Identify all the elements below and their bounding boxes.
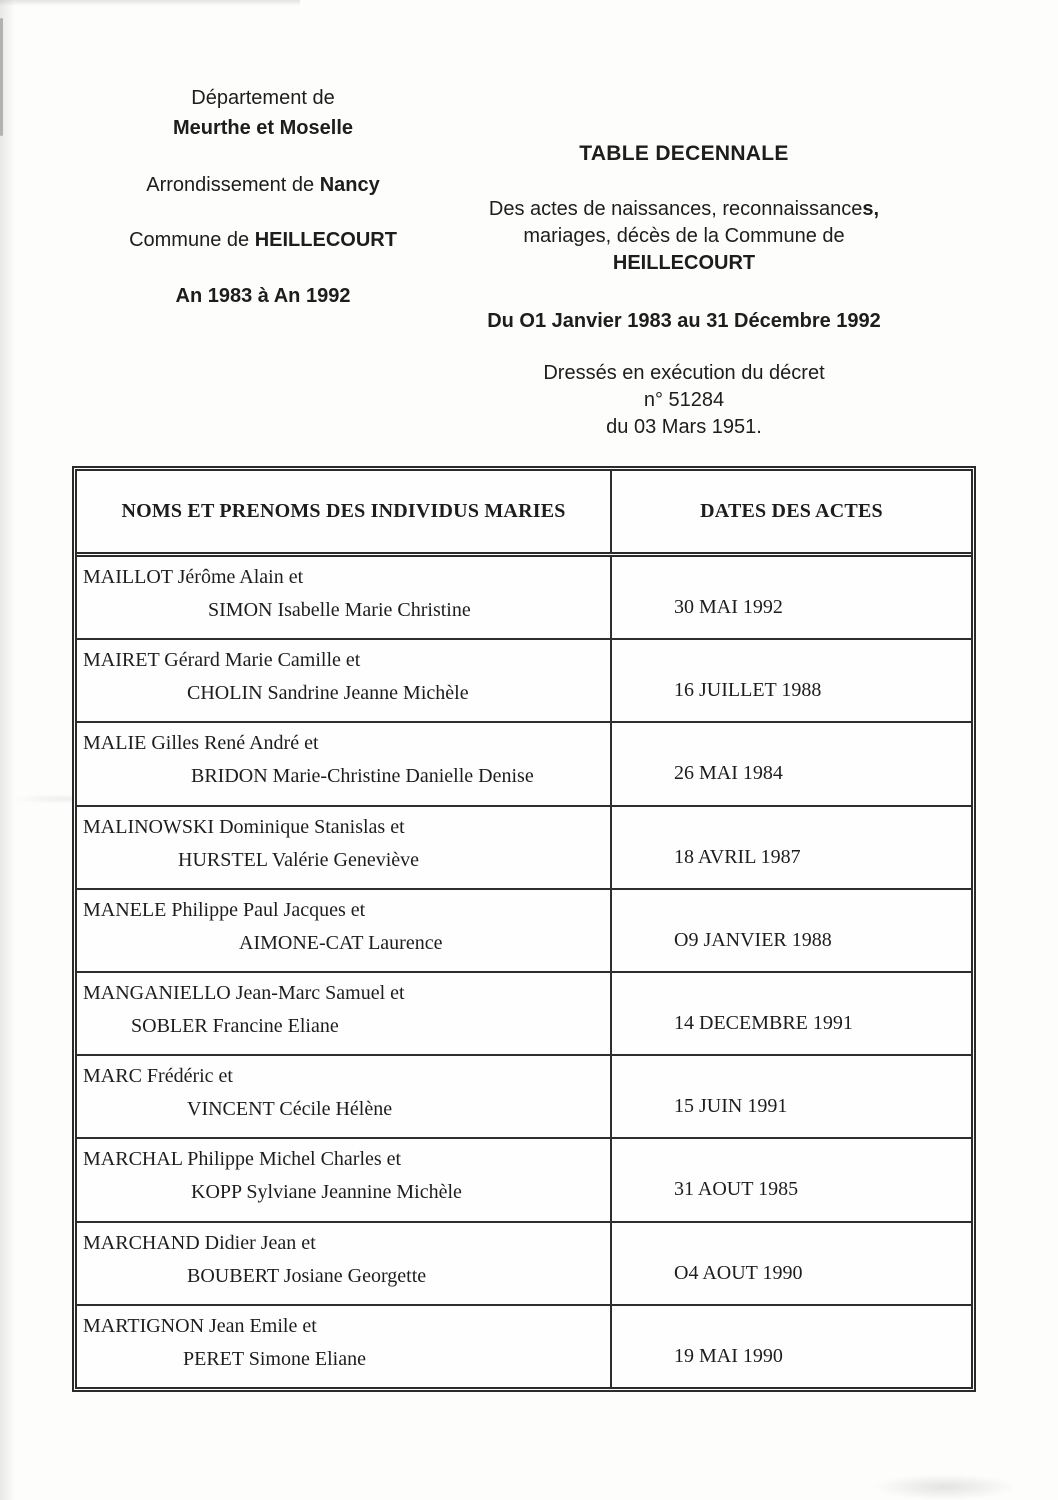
table-row	[77, 805, 971, 888]
wife-name: SOBLER Francine Eliane	[131, 1015, 339, 1038]
wife-name: VINCENT Cécile Hélène	[187, 1098, 393, 1121]
column-header-names: NOMS ET PRENOMS DES INDIVIDUS MARIES	[121, 500, 566, 522]
wife-name: BRIDON Marie-Christine Danielle Denise	[191, 765, 534, 788]
table-row	[77, 888, 971, 971]
decree-number: n° 51284	[643, 389, 725, 411]
column-header-dates: DATES DES ACTES	[610, 471, 971, 552]
act-date: 15 JUIN 1991	[674, 1095, 788, 1118]
header-right-block	[448, 140, 920, 441]
names-cell	[77, 557, 610, 638]
subtitle-line-2: mariages, décès de la Commune de	[523, 225, 845, 247]
commune-label: Commune de	[129, 229, 255, 251]
date-cell	[610, 640, 971, 721]
act-date: 19 MAI 1990	[674, 1344, 783, 1367]
date-cell	[610, 973, 971, 1054]
date-cell	[610, 1056, 971, 1137]
table-row	[77, 971, 971, 1054]
wife-name: PERET Simone Eliane	[183, 1347, 366, 1370]
subtitle-acts-bold-tail: s,	[862, 198, 880, 220]
table-row	[77, 1221, 971, 1304]
subtitle-commune-name: HEILLECOURT	[612, 252, 756, 274]
arrondissement-name: Nancy	[319, 174, 380, 196]
table-body	[77, 557, 971, 1387]
date-cell	[610, 890, 971, 971]
date-cell	[610, 723, 971, 804]
table-row	[77, 721, 971, 804]
scan-edge-top-artifact	[0, 0, 300, 6]
date-cell	[610, 807, 971, 888]
commune-line	[92, 227, 434, 253]
arrondissement-label: Arrondissement de	[146, 174, 320, 196]
names-cell	[77, 1139, 610, 1220]
date-range: Du O1 Janvier 1983 au 31 Décembre 1992	[487, 310, 881, 332]
husband-name: MANELE Philippe Paul Jacques et	[83, 898, 366, 921]
year-range: An 1983 à An 1992	[175, 285, 351, 307]
wife-name: SIMON Isabelle Marie Christine	[208, 599, 471, 621]
decree-line-1: Dressés en exécution du décret	[543, 362, 825, 384]
table-row	[77, 557, 971, 638]
act-date: 16 JUILLET 1988	[674, 679, 822, 702]
act-date: 18 AVRIL 1987	[674, 845, 801, 868]
names-cell	[77, 723, 610, 804]
act-date: 14 DECEMBRE 1991	[674, 1012, 853, 1035]
names-cell	[77, 1056, 610, 1137]
table-row	[77, 638, 971, 721]
husband-name: MALIE Gilles René André et	[83, 732, 319, 755]
wife-name: KOPP Sylviane Jeannine Michèle	[191, 1181, 462, 1204]
names-cell	[77, 807, 610, 888]
date-cell	[610, 1223, 971, 1304]
header-left-block	[92, 85, 434, 309]
table-row	[77, 1137, 971, 1220]
husband-name: MARCHAL Philippe Michel Charles et	[83, 1148, 402, 1171]
names-cell	[77, 640, 610, 721]
wife-name: HURSTEL Valérie Geneviève	[178, 848, 420, 871]
commune-name: HEILLECOURT	[254, 229, 397, 251]
wife-name: CHOLIN Sandrine Jeanne Michèle	[187, 682, 469, 705]
document-title: TABLE DECENNALE	[579, 142, 789, 165]
table-header-row	[77, 471, 971, 557]
names-cell	[77, 973, 610, 1054]
husband-name: MALINOWSKI Dominique Stanislas et	[83, 815, 405, 838]
husband-name: MAIRET Gérard Marie Camille et	[83, 649, 361, 672]
date-cell	[610, 1306, 971, 1387]
department-name: Meurthe et Moselle	[172, 117, 354, 139]
subtitle-line-1	[448, 196, 920, 223]
husband-name: MARCHAND Didier Jean et	[83, 1231, 316, 1254]
names-cell	[77, 1306, 610, 1387]
husband-name: MAILLOT Jérôme Alain et	[83, 566, 304, 588]
marriage-records-table	[72, 466, 976, 1392]
husband-name: MANGANIELLO Jean-Marc Samuel et	[83, 982, 405, 1005]
department-label: Département de	[191, 87, 335, 109]
scan-smudge-bottom-right	[875, 1474, 1015, 1500]
husband-name: MARC Frédéric et	[83, 1065, 233, 1088]
table-row	[77, 1054, 971, 1137]
act-date: O4 AOUT 1990	[674, 1261, 803, 1284]
date-cell	[610, 557, 971, 638]
decree-date: du 03 Mars 1951.	[606, 416, 762, 438]
act-date: O9 JANVIER 1988	[674, 928, 832, 951]
scan-edge-left-artifact	[0, 0, 15, 1500]
wife-name: BOUBERT Josiane Georgette	[187, 1264, 427, 1287]
names-cell	[77, 890, 610, 971]
arrondissement-line	[92, 172, 434, 198]
act-date: 31 AOUT 1985	[674, 1178, 799, 1201]
act-date: 30 MAI 1992	[674, 596, 783, 618]
scan-edge-line-artifact	[0, 18, 3, 136]
wife-name: AIMONE-CAT Laurence	[239, 931, 443, 954]
date-cell	[610, 1139, 971, 1220]
names-cell	[77, 1223, 610, 1304]
table-row	[77, 1304, 971, 1387]
act-date: 26 MAI 1984	[674, 762, 783, 785]
subtitle-acts: Des actes de naissances, reconnaissance	[488, 198, 863, 220]
husband-name: MARTIGNON Jean Emile et	[83, 1314, 317, 1337]
